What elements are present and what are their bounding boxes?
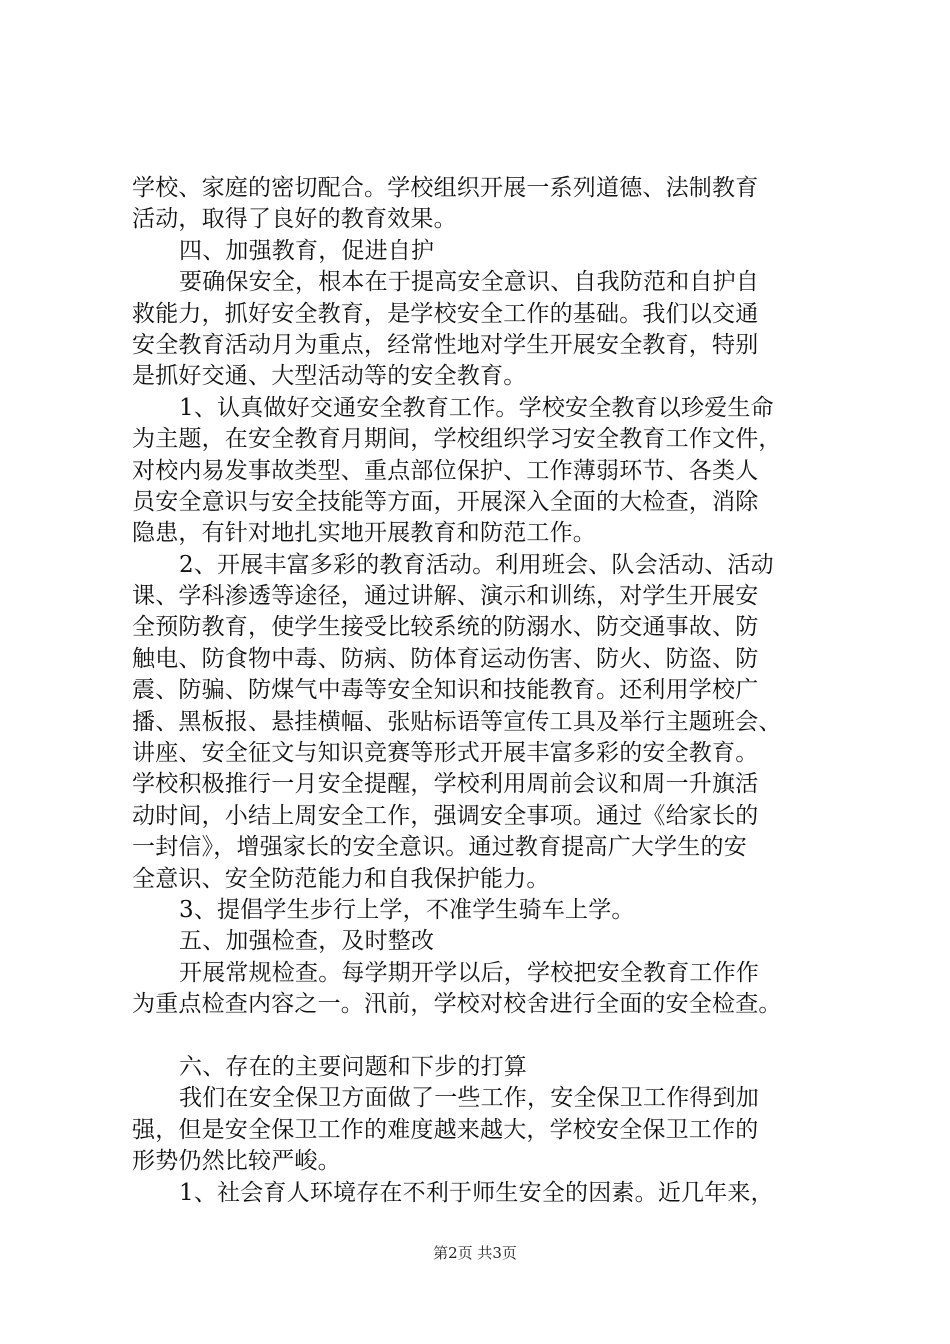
text-line: 员安全意识与安全技能等方面，开展深入全面的大检查，消除 bbox=[132, 488, 759, 515]
text-line: 六、存在的主要问题和下步的打算 bbox=[179, 1053, 527, 1080]
text-line: 为主题，在安全教育月期间，学校组织学习安全教育工作文件， bbox=[132, 426, 782, 453]
document-body bbox=[132, 173, 852, 1209]
text-line: 活动，取得了良好的教育效果。 bbox=[132, 206, 457, 233]
text-line: 1、社会育人环境存在不利于师生安全的因素。近几年来， bbox=[179, 1179, 774, 1206]
text-line: 播、黑板报、悬挂横幅、张贴标语等宣传工具及举行主题班会、 bbox=[132, 708, 782, 735]
text-line: 学校积极推行一月安全提醒，学校利用周前会议和周一升旗活 bbox=[132, 771, 759, 798]
text-line: 全意识、安全防范能力和自我保护能力。 bbox=[132, 865, 550, 892]
text-line: 震、防骗、防煤气中毒等安全知识和技能教育。还利用学校广 bbox=[132, 677, 759, 704]
text-line: 开展常规检查。每学期开学以后，学校把安全教育工作作 bbox=[179, 959, 759, 986]
text-line: 救能力，抓好安全教育，是学校安全工作的基础。我们以交通 bbox=[132, 300, 759, 327]
text-line: 四、加强教育，促进自护 bbox=[179, 237, 435, 264]
text-line: 安全教育活动月为重点，经常性地对学生开展安全教育，特别 bbox=[132, 331, 759, 358]
text-line: 五、加强检查，及时整改 bbox=[179, 928, 435, 955]
blank-line bbox=[132, 1021, 852, 1052]
text-line: 1、认真做好交通安全教育工作。学校安全教育以珍爱生命 bbox=[179, 394, 774, 421]
text-line: 全预防教育，使学生接受比较系统的防溺水、防交通事故、防 bbox=[132, 614, 759, 641]
text-line: 形势仍然比较严峻。 bbox=[132, 1148, 341, 1175]
text-line: 触电、防食物中毒、防病、防体育运动伤害、防火、防盗、防 bbox=[132, 645, 759, 672]
text-line: 一封信》，增强家长的安全意识。通过教育提高广大学生的安 bbox=[132, 834, 747, 861]
text-line: 为重点检查内容之一。汛前，学校对校舍进行全面的安全检查。 bbox=[132, 991, 782, 1018]
text-line: 隐患，有针对地扎实地开展教育和防范工作。 bbox=[132, 520, 596, 547]
text-line: 要确保安全，根本在于提高安全意识、自我防范和自护自 bbox=[179, 269, 759, 296]
text-line: 对校内易发事故类型、重点部位保护、工作薄弱环节、各类人 bbox=[132, 457, 759, 484]
text-line: 讲座、安全征文与知识竞赛等形式开展丰富多彩的安全教育。 bbox=[132, 740, 759, 767]
text-line: 动时间，小结上周安全工作，强调安全事项。通过《给家长的 bbox=[132, 802, 759, 829]
page-footer: 第2页 共3页 bbox=[433, 1244, 517, 1262]
text-line: 我们在安全保卫方面做了一些工作，安全保卫工作得到加 bbox=[179, 1085, 759, 1112]
text-line: 是抓好交通、大型活动等的安全教育。 bbox=[132, 363, 527, 390]
text-line: 2、开展丰富多彩的教育活动。利用班会、队会活动、活动 bbox=[179, 551, 774, 578]
text-line: 强，但是安全保卫工作的难度越来越大，学校安全保卫工作的 bbox=[132, 1116, 759, 1143]
text-line: 学校、家庭的密切配合。学校组织开展一系列道德、法制教育 bbox=[132, 175, 759, 201]
text-line: 3、提倡学生步行上学，不准学生骑车上学。 bbox=[179, 896, 635, 923]
text-line: 课、学科渗透等途径，通过讲解、演示和训练，对学生开展安 bbox=[132, 583, 759, 610]
